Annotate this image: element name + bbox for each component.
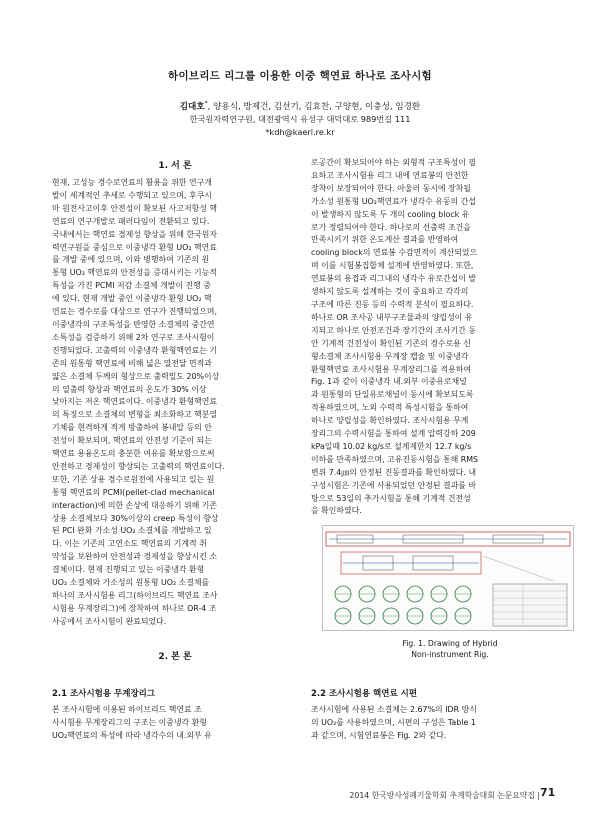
footer-proceedings [330,790,540,801]
affiliation: 한국원자력연구원, 대전광역시 유성구 대덕대로 989번길 111 [189,114,411,124]
corresponding-mark: * [204,100,208,108]
subsection-body-rig: 본 조사시험에 이용된 하이브리드 핵연료 조 사시험용 무계장리그의 구조는 이중냉각 환형 UO₂핵연료의 특성에 따라 냉각수의 내.외부 유 [52,705,212,740]
body-heading: 2. 본 론 [158,652,192,662]
figure-hybrid-rig-drawing [322,525,574,631]
subsection-body-specimen: 조사시험에 사용된 소결체는 2.67%의 IDR 방식 의 UO₂를 사용하였으며, 시편의 구성은 Table 1 과 같으며, 시험연료봉은 Fig. 2와 같다. [311,705,477,740]
intro-body-left: 현재, 고성능 경수로연료의 활용을 위한 연구개 발이 세계적인 추세로 수행되고 있으며, 후쿠시 마 원전사고이후 안전성이 확보된 사고저항성 핵 연료의 연구개발로 패러다임이 전환되고 있다. 국내에서는 핵연료 경제성 향상을 위해 한국원자 력연구원을 중심으로 이중냉각 환형 UO₂ 핵연료 를 개발 중에 있으며, 이와 병행하여 기존의 원 통형 UO₂ 핵연료의 안전성을 증대시키는 기능적 특성을 가진 PCMI 저감 소결체 개발이 진행 중 에 있다. 현재 개발 중인 이중냉각 환형 UO₂ 핵 연료는 경수로를 대상으로 연구가 진행되었으며, 이중냉각의 구조특성을 반영한 소결체의 중간연 소특성을 검증하기 위해 2차 연구로 조사시험이 진행되었다. 고출력의 이중냉각 환형핵연료는 기 존의 원통형 핵연료에 비해 넓은 열전달 면적과 얇은 소결체 두께의 형상으로 출력밀도 20%이상 의 열출력 향상과 핵연료의 온도가 30% 이상 낮아지는 저온 핵연료이다. 이중냉각 환형핵연료 의 특징으로 소결체의 변형을 최소화하고 핵분열 기체를 현격하게 적게 방출하여 봉내압 등의 안 전성이 확보되며, 핵연료의 안전성 기준이 되는 핵연료 용융온도의 충분한 여유를 확보함으로써 안전하고 경제성이 향상되는 고출력의 핵연료이다. 또한, 기존 상용 경수로원전에 사용되고 있는 원 통형 핵연료의 PCMI(pellet-clad mechanical interaction)에 의한 손상에 대응하기 위해 기존 상용 소결체보다 30%이상의 creep 특성이 향상 된 PCI 완화 가소성 UO₂ 소결체를 개발하고 있 다. 이는 기존의 고연소도 핵연료의 기계적 취 약성을 보완하여 안전성과 경제성을 향상시킨 소 결체이다. 현재 진행되고 있는 이중냉각 환형 UO₂ 소결체와 가소성의 원통형 UO₂ 소결체를 하나의 조사시험용 리그(하이브리드 핵연료 조사 시험용 무계장리그)에 장착하여 하나로 OR-4 조 사공에서 조사시험이 완료되었다. [52,178,225,626]
co-authors: , 양용식, 방제건, 김선기, 김효찬, 구양현, 이충성, 임경환 [207,102,421,112]
page-number: 71 [540,786,556,799]
intro-body-right: 로공간이 확보되어야 하는 외형적 구조특성이 필 요하고 조사시험용 리그 내에 연료봉의 안전한 장착이 보장되어야 한다. 아울러 동시에 장착될 가소성 원통형 UO₂핵연료가 냉각수 유동의 간섭 이 발생하지 않도록 두 개의 cooling block 유 로가 정렬되어야 한다. 하나로의 선출력 조건을 만족시키기 위한 온도계산 결과를 반영하여 cooling block의 연료봉 수감면적이 계산되었으 며 이를 시험봉집합체 설계에 반영하였다. 또한, 연료봉의 용접과 리그내의 냉각수 유로간섭이 발 생하지 않도록 설계하는 것이 중요하고 각각의 구조에 따른 진동 등의 수력적 분석이 필요하다. 하나로 OR 조사공 내부구조물과의 양립성이 유 지되고 하나로 안전조건과 장기간의 조사기간 동 안 기계적 건전성이 확인된 기존의 경수로용 신 형소결체 조사시험용 무계장 캡슐 및 이중냉각 환형핵연료 조사시험용 무계장리그를 적용하여 Fig. 1과 같이 이중냉각 내.외부 이중유로채널 과 원통형의 단일유로채널이 동시에 확보되도록 적용하였으며, 노외 수력적 특성시험을 통하여 하나로 양립성을 확인하였다. 조사시험용 무계 장리그의 수력시험을 통하여 설계 압력강하 209 kPa일때 10.02 kg/s로 설계제한치 12.7 kg/s 이하를 만족하였으며, 고유진동시험을 통해 RMS 변위 7.4㎛의 안정된 진동결과를 확인하였다. 내 구성시험은 기존에 사용되었던 안정된 결과를 바 탕으로 53일의 추가시험을 통해 기계적 건전성 을 확인하였다. [311,158,479,516]
author-email[interactable]: *kdh@kaeri.re.kr [265,127,335,137]
intro-heading: 1. 서 론 [158,161,192,171]
author-list [0,100,600,112]
footer-text: 2014 한국방사성폐기물학회 추계학술대회 논문요약집 [349,791,535,800]
lead-author: 김대호 [179,102,205,112]
subsection-heading-specimen: 2.2 조사시험용 핵연료 시편 [311,689,418,699]
figure-caption: Fig. 1. Drawing of Hybrid Non-instrument Rig. [402,639,498,659]
rig-drawing-image [323,526,573,630]
paper-title: 하이브리드 리그를 이용한 이중 핵연료 하나로 조사시험 [168,70,432,82]
subsection-heading-rig: 2.1 조사시험용 무계장리그 [52,689,156,699]
footer-separator: | [537,791,540,800]
